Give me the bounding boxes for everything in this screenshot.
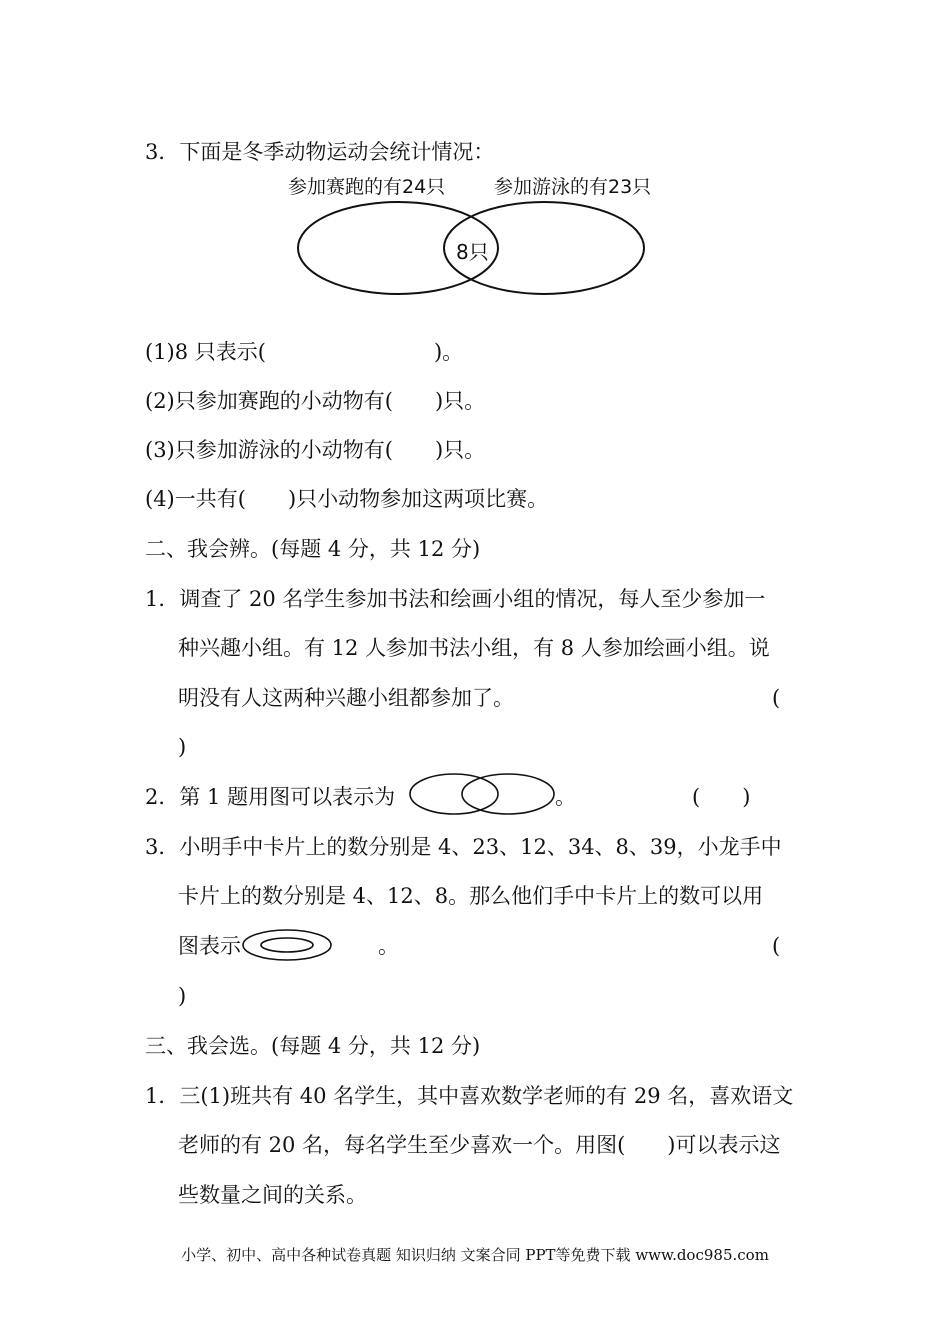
s2-q2-venn-figure xyxy=(408,772,558,820)
s2-q1-line3: 明没有人这两种兴趣小组都参加了。 xyxy=(178,686,514,710)
s2-q2-left-ellipse xyxy=(410,774,498,814)
venn-center-label: 8只 xyxy=(456,240,489,264)
section2-heading: 二、我会辨。(每题 4 分，共 12 分) xyxy=(145,537,481,561)
s2-q3-line3: 图表示 xyxy=(178,934,241,958)
s2-q3-paren-open[interactable]: ( xyxy=(772,934,781,958)
s3-q1-line3: 些数量之间的关系。 xyxy=(178,1183,367,1207)
page-footer: 小学、初中、高中各种试卷真题 知识归纳 文案合同 PPT等免费下载 www.doc985.com xyxy=(181,1246,769,1264)
s2-q2-end: 。 xyxy=(555,785,576,809)
s2-q3-outer-ellipse xyxy=(243,930,331,960)
s3-q1-line1: 1．三(1)班共有 40 名学生，其中喜欢数学老师的有 29 名，喜欢语文 xyxy=(145,1084,794,1108)
s2-q3-line2: 卡片上的数分别是 4、12、8。那么他们手中卡片上的数可以用 xyxy=(178,884,764,908)
s2-q1-line1: 1．调查了 20 名学生参加书法和绘画小组的情况，每人至少参加一 xyxy=(145,587,766,611)
q3-sub2: (2)只参加赛跑的小动物有( )只。 xyxy=(145,389,486,413)
q3-sub1: (1)8 只表示( )。 xyxy=(145,340,464,364)
s2-q3-nested-figure xyxy=(240,928,340,964)
s2-q3-paren-close[interactable]: ) xyxy=(178,984,187,1008)
venn-right-label: 参加游泳的有23只 xyxy=(494,176,652,198)
s2-q1-line2: 种兴趣小组。有 12 人参加书法小组，有 8 人参加绘画小组。说 xyxy=(178,636,770,660)
s2-q2-paren[interactable]: ( ) xyxy=(692,785,751,809)
s2-q3-inner-ellipse xyxy=(261,938,313,952)
section3-heading: 三、我会选。(每题 4 分，共 12 分) xyxy=(145,1034,481,1058)
s2-q2-text: 2．第 1 题用图可以表示为 xyxy=(145,785,396,809)
s2-q1-paren-close[interactable]: ) xyxy=(178,735,187,759)
q3-intro: 3．下面是冬季动物运动会统计情况： xyxy=(145,140,495,164)
venn-left-label: 参加赛跑的有24只 xyxy=(288,176,446,198)
s3-q1-line2: 老师的有 20 名，每名学生至少喜欢一个。用图( )可以表示这 xyxy=(178,1133,781,1157)
q3-sub4: (4)一共有( )只小动物参加这两项比赛。 xyxy=(145,487,549,511)
s2-q3-end: 。 xyxy=(378,934,399,958)
s2-q2-right-ellipse xyxy=(462,774,554,814)
s2-q3-line1: 3．小明手中卡片上的数分别是 4、23、12、34、8、39，小龙手中 xyxy=(145,835,782,859)
q3-sub3: (3)只参加游泳的小动物有( )只。 xyxy=(145,438,486,462)
s2-q1-paren-open[interactable]: ( xyxy=(772,686,781,710)
